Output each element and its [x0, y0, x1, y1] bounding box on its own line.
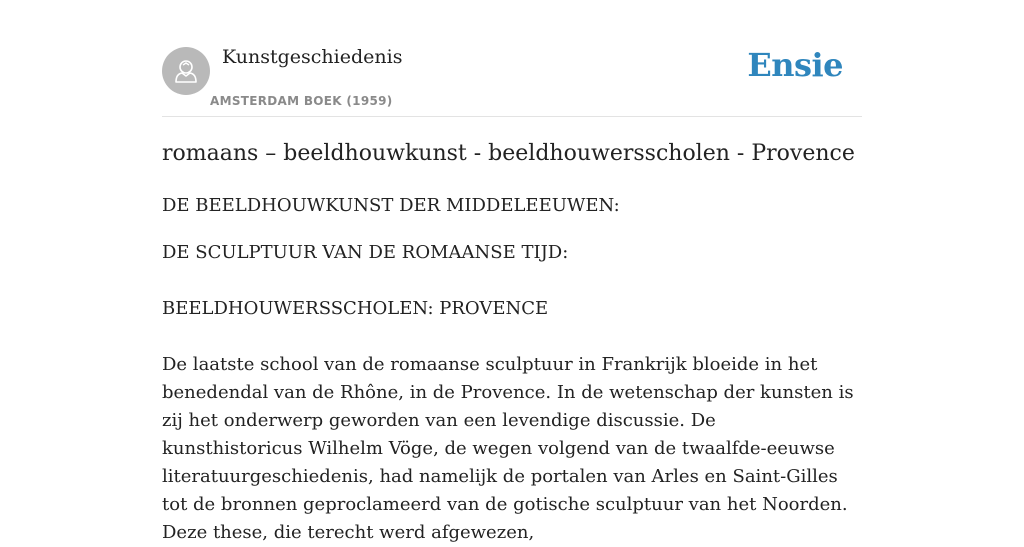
section-title[interactable]: Kunstgeschiedenis	[222, 46, 403, 68]
ensie-logo[interactable]: Ensie	[747, 46, 843, 84]
source-label[interactable]: AMSTERDAM BOEK (1959)	[210, 94, 393, 108]
article-heading: DE SCULPTUUR VAN DE ROMAANSE TIJD:	[162, 242, 569, 263]
article-content	[162, 139, 862, 547]
avatar[interactable]	[162, 47, 210, 95]
user-icon	[171, 56, 201, 86]
article-heading: BEELDHOUWERSSCHOLEN: PROVENCE	[162, 298, 549, 319]
article-title: romaans – beeldhouwkunst - beeldhouwersscholen - Provence	[162, 141, 855, 166]
article-body: De laatste school van de romaanse sculptuur in Frankrijk bloeide in het benedendal van de Rhône, in de Provence. In de wetenschap der kunsten is zij het onderwerp geworden van een levendige discussie. De kunsthistoricus Wilhelm Vöge, de wegen volgend van de twaalfde-eeuwse literatuurgeschiedenis, had namelijk de portalen van Arles en Saint-Gilles tot de bronnen geproclameerd van de gotische sculptuur van het Noorden. Deze these, die terecht werd afgewezen,	[162, 354, 854, 543]
article-heading: DE BEELDHOUWKUNST DER MIDDELEEUWEN:	[162, 195, 620, 216]
header	[162, 0, 862, 117]
